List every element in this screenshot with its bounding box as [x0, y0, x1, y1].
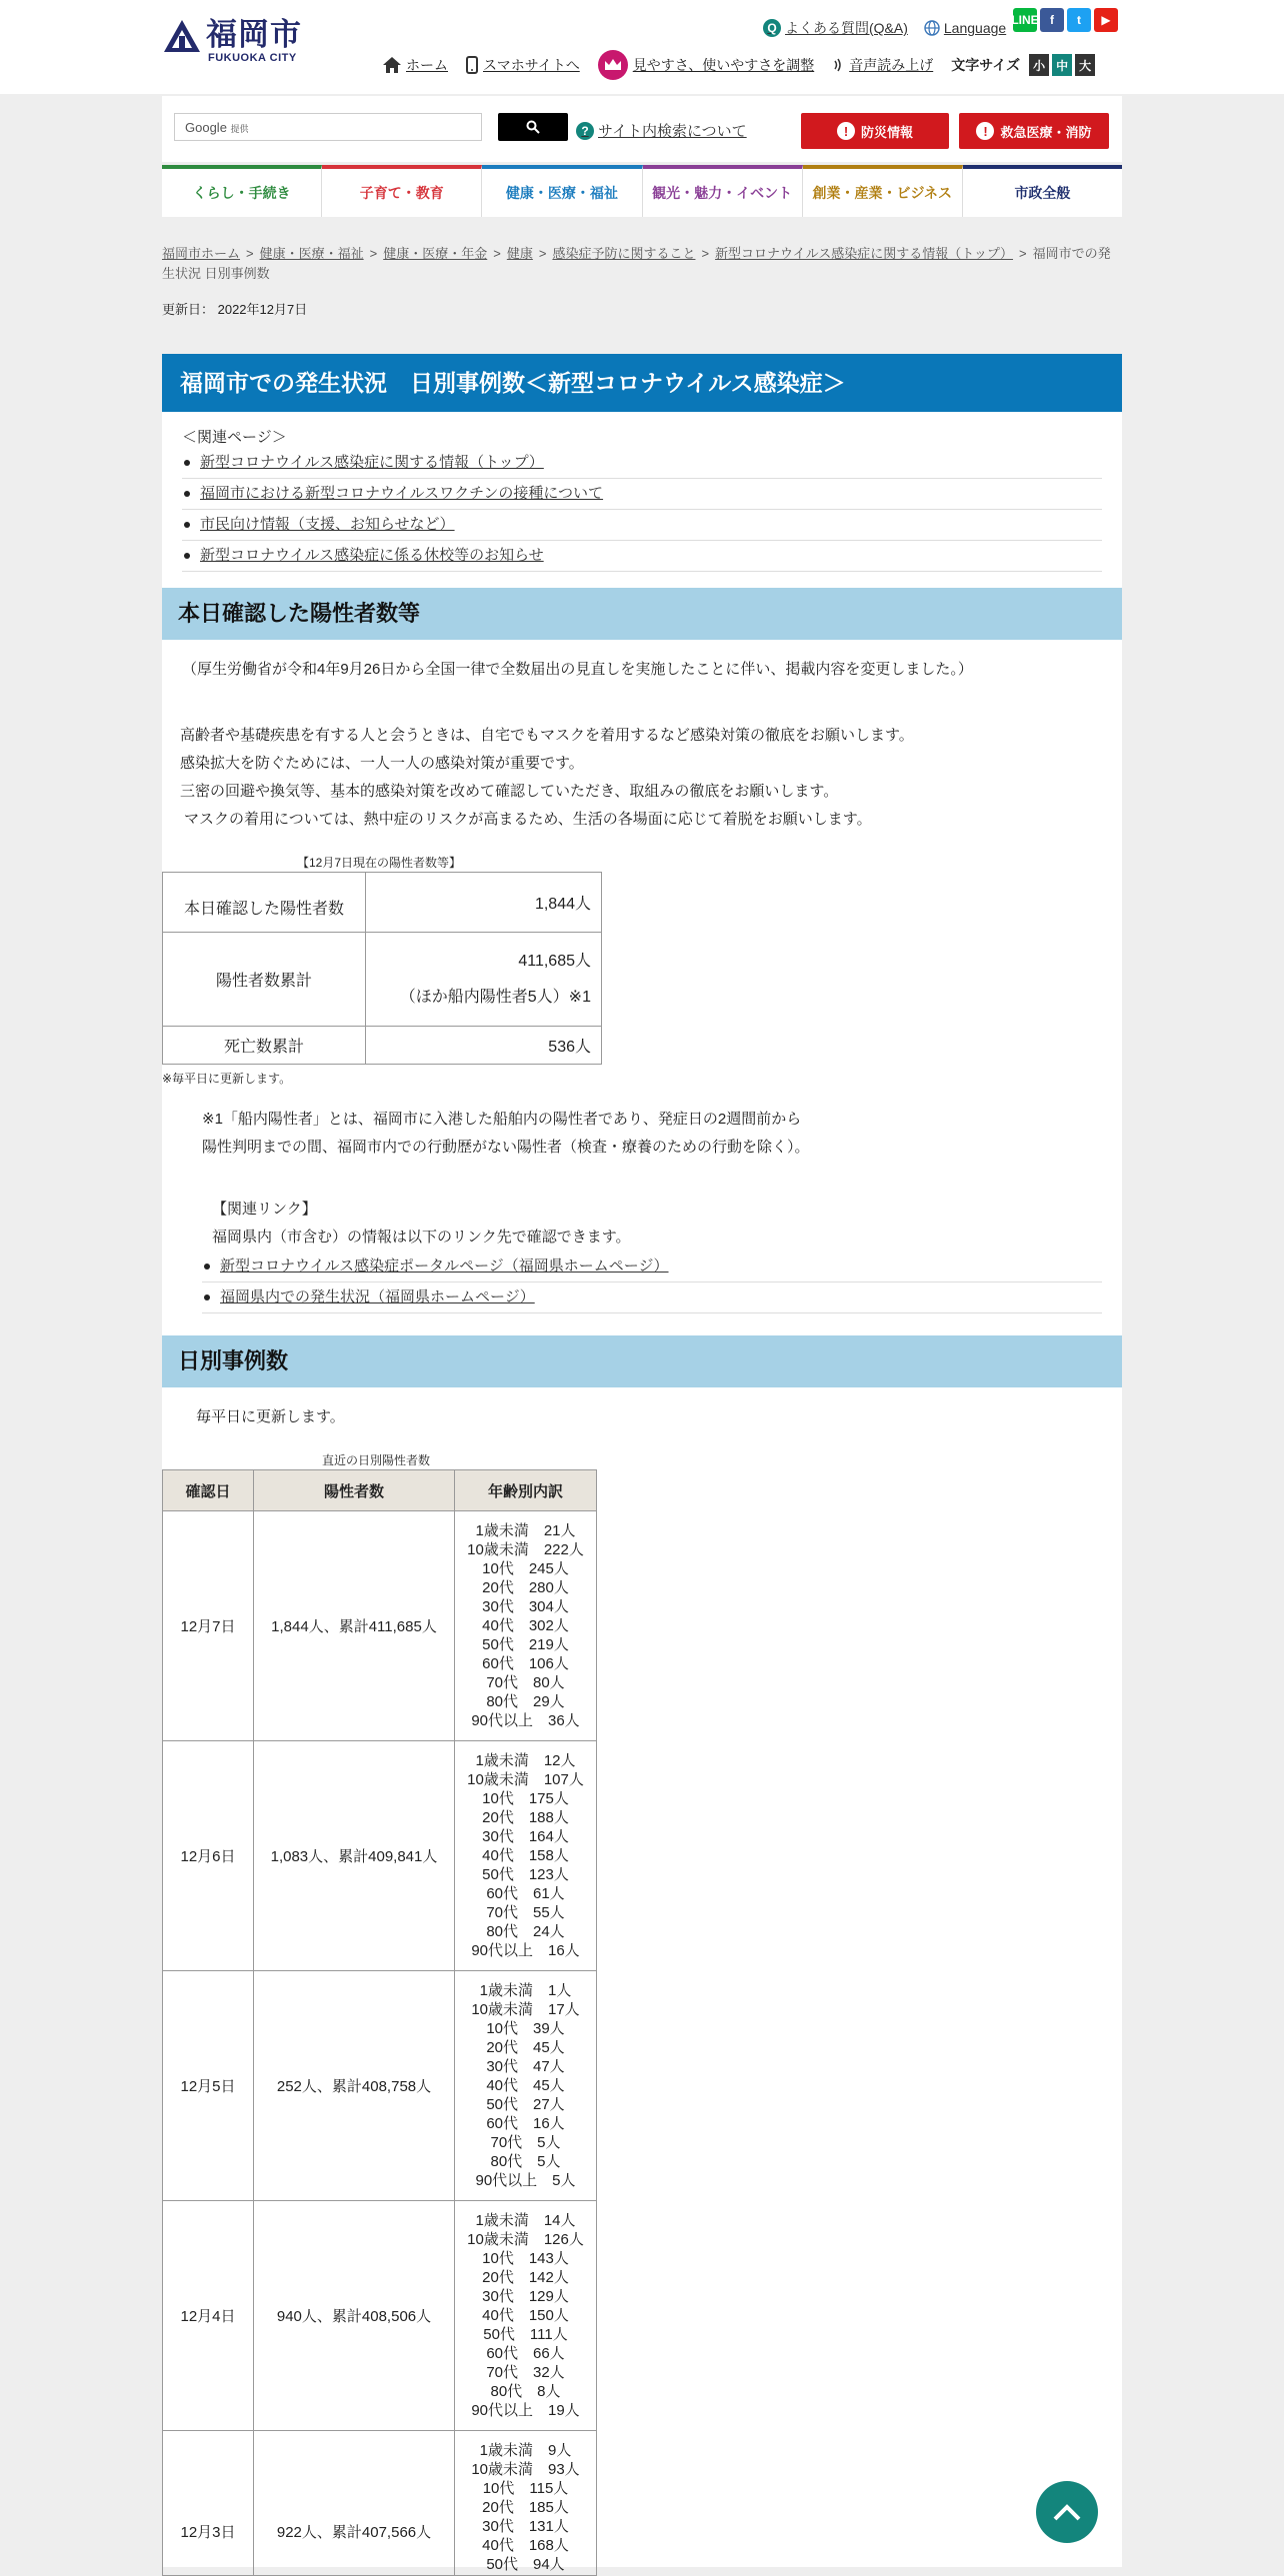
search-button[interactable] — [498, 113, 568, 141]
age-group-count: 40代 168人 — [482, 2537, 569, 2554]
emergency-label: 救急医療・消防 — [1000, 124, 1092, 140]
age-breakdown-cell — [455, 2431, 597, 2576]
chevron-up-icon — [1052, 2503, 1082, 2521]
guidance-paragraph: マスクの着用については、熱中症のリスクが高まるため、生活の各場面に応じて着脱をお願いします。 — [184, 811, 872, 828]
age-group-count: 70代 55人 — [486, 1904, 565, 1921]
page-title: 福岡市での発生状況 日別事例数＜新型コロナウイルス感染症＞ — [162, 354, 1122, 412]
alert-icon: ! — [837, 122, 855, 140]
guidance-paragraph: 感染拡大を防ぐためには、一人一人の感染対策が重要です。 — [180, 755, 584, 772]
table-row — [163, 2431, 597, 2576]
faq-link[interactable] — [763, 18, 908, 38]
nav-living-label: くらし・手続き — [192, 185, 291, 201]
accessibility-link[interactable] — [598, 50, 814, 80]
summary-table-note: ※毎平日に更新します。 — [162, 1072, 292, 1086]
logo-text: 福岡市 — [206, 17, 302, 52]
age-group-count: 50代 219人 — [482, 1636, 569, 1653]
breadcrumb-link[interactable]: 健康・医療・福祉 — [259, 246, 364, 261]
search-area — [162, 96, 1122, 162]
row-value-cell — [366, 933, 602, 1027]
age-group-count: 1歳未満 9人 — [479, 2442, 572, 2459]
main-content — [162, 354, 1122, 2573]
updated-date: 更新日： 2022年12月7日 — [162, 302, 308, 317]
breadcrumb-link[interactable]: 健康・医療・年金 — [383, 246, 488, 261]
related-page-link[interactable]: 福岡市における新型コロナウイルスワクチンの接種について — [200, 485, 604, 502]
site-search-help-label: サイト内検索について — [598, 123, 747, 140]
age-group-count: 40代 302人 — [482, 1617, 569, 1634]
language-link-label: Language — [943, 20, 1007, 36]
search-input[interactable] — [174, 113, 482, 141]
nav-health[interactable] — [482, 165, 642, 217]
table-row — [163, 2201, 597, 2431]
age-group-count: 80代 29人 — [486, 1693, 565, 1710]
count-cell: 252人、累計408,758人 — [254, 1971, 455, 2201]
list-item — [182, 541, 1102, 572]
twitter-icon[interactable]: t — [1067, 8, 1091, 32]
daily-cases-table — [162, 1469, 597, 2576]
table-row — [163, 1511, 597, 1741]
age-group-count: 70代 5人 — [490, 2134, 561, 2151]
youtube-icon[interactable]: ▶ — [1094, 8, 1118, 32]
fukuoka-city-logo[interactable] — [162, 16, 312, 62]
age-group-count: 20代 142人 — [482, 2269, 569, 2286]
search-icon — [526, 120, 540, 134]
date-cell: 12月7日 — [163, 1511, 254, 1741]
related-pages-list — [182, 448, 1102, 572]
row-subvalue: （ほか船内陽性者5人）※1 — [399, 988, 591, 1006]
notice-text: （厚生労働省が令和4年9月26日から全国一律で全数届出の見直しを実施したことに伴い、掲載内容を変更しました。） — [182, 661, 973, 678]
age-group-count: 10代 39人 — [486, 2020, 565, 2037]
related-page-link[interactable]: 新型コロナウイルス感染症に係る休校等のお知らせ — [200, 547, 544, 564]
age-group-count: 60代 66人 — [486, 2345, 565, 2362]
globe-icon — [924, 20, 940, 36]
guidance-paragraph: 高齢者や基礎疾患を有する人と会うときは、自宅でもマスクを着用するなど感染対策の徹底をお願いします。 — [180, 727, 914, 744]
accessibility-link-label: 見やすさ、使いやすさを調整 — [632, 57, 815, 73]
search-input-sub: 提供 — [230, 124, 249, 134]
site-search-help-link[interactable] — [576, 120, 747, 141]
related-links-heading: 【関連リンク】 — [212, 1201, 317, 1218]
count-cell: 940人、累計408,506人 — [254, 2201, 455, 2431]
alert-icon: ! — [976, 122, 994, 140]
age-group-count: 10歳未満 222人 — [467, 1541, 584, 1558]
age-group-count: 30代 304人 — [482, 1598, 569, 1615]
age-group-count: 60代 106人 — [482, 1655, 569, 1672]
count-cell: 1,083人、累計409,841人 — [254, 1741, 455, 1971]
footnote-line: ※1「船内陽性者」とは、福岡市に入港した船舶内の陽性者であり、発症日の2週間前から — [202, 1111, 802, 1128]
home-link-label: ホーム — [406, 57, 448, 73]
disaster-info-button[interactable] — [801, 113, 949, 149]
age-group-count: 20代 45人 — [486, 2039, 565, 2056]
summary-table — [162, 872, 602, 1065]
age-group-count: 20代 185人 — [482, 2499, 569, 2516]
age-group-count: 1歳未満 14人 — [475, 2212, 576, 2229]
age-group-count: 1歳未満 1人 — [479, 1982, 572, 1999]
nav-government[interactable] — [963, 165, 1122, 217]
font-size-large-button[interactable]: 大 — [1075, 54, 1095, 76]
daily-table-caption: 直近の日別陽性者数 — [322, 1453, 431, 1467]
faq-link-label: よくある質問(Q&A) — [785, 20, 908, 36]
related-page-link[interactable]: 新型コロナウイルス感染症に関する情報（トップ） — [200, 454, 544, 471]
search-input-brand: Google — [185, 120, 227, 135]
breadcrumb-link[interactable]: 感染症予防に関すること — [552, 246, 696, 261]
date-cell: 12月4日 — [163, 2201, 254, 2431]
section-heading-today: 本日確認した陽性者数等 — [162, 588, 1122, 640]
date-cell: 12月6日 — [163, 1741, 254, 1971]
nav-business[interactable] — [803, 165, 963, 217]
main-navigation — [162, 165, 1122, 217]
age-group-count: 80代 8人 — [490, 2383, 561, 2400]
nav-tourism-label: 観光・魅力・イベント — [652, 185, 793, 201]
related-links-text: 福岡県内（市含む）の情報は以下のリンク先で確認できます。 — [212, 1229, 631, 1246]
row-label: 本日確認した陽性者数 — [163, 873, 366, 933]
age-group-count: 10代 245人 — [482, 1560, 569, 1577]
column-header: 陽性者数 — [254, 1470, 455, 1511]
list-item — [182, 479, 1102, 510]
table-row — [163, 1027, 602, 1065]
age-group-count: 1歳未満 21人 — [475, 1522, 576, 1539]
age-breakdown-cell — [455, 1971, 597, 2201]
language-link[interactable] — [924, 20, 1006, 36]
age-group-count: 20代 188人 — [482, 1809, 569, 1826]
age-group-count: 90代以上 36人 — [471, 1712, 580, 1729]
top-links — [763, 18, 1006, 38]
age-group-count: 50代 123人 — [482, 1866, 569, 1883]
table-row — [163, 1741, 597, 1971]
disaster-info-label: 防災情報 — [860, 124, 913, 140]
back-to-top-button[interactable] — [1036, 2481, 1098, 2543]
footnote-line: 陽性判明までの間、福岡市内での行動歴がない陽性者（検査・療養のための行動を除く）。 — [202, 1139, 810, 1156]
nav-government-label: 市政全般 — [1014, 185, 1071, 201]
nav-health-label: 健康・医療・福祉 — [505, 185, 618, 201]
age-group-count: 60代 16人 — [486, 2115, 565, 2132]
age-group-count: 10代 143人 — [482, 2250, 569, 2267]
smartphone-icon — [466, 56, 478, 74]
age-group-count: 50代 111人 — [483, 2326, 568, 2343]
age-group-count: 30代 47人 — [486, 2058, 565, 2075]
prefecture-link[interactable]: 新型コロナウイルス感染症ポータルページ（福岡県ホームページ） — [220, 1258, 669, 1275]
prefecture-link[interactable]: 福岡県内での発生状況（福岡県ホームページ） — [220, 1288, 535, 1305]
breadcrumb-link[interactable]: 新型コロナウイルス感染症に関する情報（トップ） — [715, 246, 1014, 261]
section-heading-daily: 日別事例数 — [162, 1335, 1122, 1387]
row-label: 死亡数累計 — [163, 1027, 366, 1065]
font-size-small-button[interactable]: 小 — [1029, 54, 1049, 76]
age-group-count: 80代 24人 — [486, 1923, 565, 1940]
daily-note: 毎平日に更新します。 — [196, 1408, 345, 1425]
smartphone-link-label: スマホサイトへ — [483, 57, 580, 73]
breadcrumb: 福岡市ホーム > 健康・医療・福祉 > 健康・医療・年金 > 健康 > 感染症予防に関すること > 新型コロナウイルス感染症に関する情報（トップ） > 福岡市での発生状況 日別事例数 — [162, 246, 1111, 281]
read-aloud-link[interactable] — [832, 55, 933, 75]
logo-subtext: FUKUOKA CITY — [208, 52, 297, 64]
age-group-count: 40代 150人 — [482, 2307, 569, 2324]
age-group-count: 10歳未満 93人 — [471, 2461, 580, 2478]
smartphone-link[interactable] — [466, 55, 580, 75]
age-group-count: 40代 158人 — [482, 1847, 569, 1864]
nav-business-label: 創業・産業・ビジネス — [812, 185, 953, 201]
age-breakdown-cell — [455, 1511, 597, 1741]
age-group-count: 10歳未満 126人 — [467, 2231, 584, 2248]
age-group-count: 50代 27人 — [486, 2096, 565, 2113]
row-value: 1,844人 — [366, 873, 602, 933]
utility-nav — [383, 50, 1095, 80]
related-page-link[interactable]: 市民向け情報（支援、お知らせなど） — [200, 516, 455, 533]
count-cell: 1,844人、累計411,685人 — [254, 1511, 455, 1741]
list-item — [202, 1252, 1102, 1283]
home-link[interactable] — [383, 55, 448, 75]
age-group-count: 70代 32人 — [486, 2364, 565, 2381]
age-group-count: 60代 61人 — [486, 1885, 565, 1902]
line-icon[interactable]: LINE — [1013, 8, 1037, 32]
content-bottom — [162, 2563, 1122, 2567]
table-row — [163, 933, 602, 1027]
age-group-count: 1歳未満 12人 — [475, 1752, 576, 1769]
list-item — [202, 1283, 1102, 1313]
age-group-count: 10歳未満 107人 — [467, 1771, 584, 1788]
age-group-count: 50代 94人 — [486, 2556, 565, 2573]
breadcrumb-current: 福岡市での発生状況 日別事例数 — [162, 246, 1111, 281]
summary-table-caption: 【12月7日現在の陽性者数等】 — [297, 856, 462, 870]
nav-tourism[interactable] — [643, 165, 803, 217]
help-icon: ? — [576, 122, 594, 140]
age-group-count: 10代 115人 — [482, 2480, 569, 2497]
column-header: 年齢別内訳 — [455, 1470, 597, 1511]
list-item — [182, 448, 1102, 479]
date-cell: 12月5日 — [163, 1971, 254, 2201]
age-group-count: 40代 45人 — [486, 2077, 565, 2094]
row-label: 陽性者数累計 — [163, 933, 366, 1027]
age-group-count: 80代 5人 — [490, 2153, 561, 2170]
age-group-count: 90代以上 5人 — [475, 2172, 576, 2189]
sns-links — [1013, 8, 1118, 32]
related-pages-heading: ＜関連ページ＞ — [182, 429, 287, 446]
age-group-count: 30代 129人 — [482, 2288, 569, 2305]
related-links-list — [202, 1252, 1102, 1313]
count-cell: 922人、累計407,566人 — [254, 2431, 455, 2576]
age-breakdown-cell — [455, 1741, 597, 1971]
row-value: 536人 — [366, 1027, 602, 1065]
sound-wave-icon — [832, 57, 844, 73]
age-group-count: 10代 175人 — [482, 1790, 569, 1807]
age-breakdown-cell — [455, 2201, 597, 2431]
age-group-count: 70代 80人 — [486, 1674, 565, 1691]
font-size-switcher — [951, 54, 1095, 76]
home-icon — [383, 57, 401, 73]
age-group-count: 30代 131人 — [482, 2518, 569, 2535]
facebook-icon[interactable]: f — [1040, 8, 1064, 32]
breadcrumb-link[interactable]: 健康 — [506, 246, 533, 261]
question-icon: Q — [763, 19, 781, 37]
age-group-count: 30代 164人 — [482, 1828, 569, 1845]
row-value: 411,685人 — [518, 952, 591, 970]
age-group-count: 20代 280人 — [482, 1579, 569, 1596]
font-size-medium-button[interactable]: 中 — [1052, 54, 1072, 76]
table-header-row — [163, 1470, 597, 1511]
emergency-button[interactable] — [959, 113, 1109, 149]
font-size-label: 文字サイズ — [951, 57, 1021, 73]
nav-childcare-label: 子育て・教育 — [359, 185, 444, 201]
age-group-count: 90代以上 16人 — [471, 1942, 580, 1959]
list-item — [182, 510, 1102, 541]
guidance-paragraph: 三密の回避や換気等、基本的感染対策を改めて確認していただき、取組みの徹底をお願いします。 — [180, 783, 839, 800]
age-group-count: 90代以上 19人 — [471, 2402, 580, 2419]
date-cell: 12月3日 — [163, 2431, 254, 2576]
daily-table-body — [163, 1511, 597, 2576]
table-row — [163, 873, 602, 933]
age-group-count: 10歳未満 17人 — [471, 2001, 580, 2018]
breadcrumb-link[interactable]: 福岡市ホーム — [162, 246, 241, 261]
nav-living[interactable] — [162, 165, 322, 217]
table-row — [163, 1971, 597, 2201]
city-emblem-icon — [162, 18, 202, 56]
crown-icon — [598, 50, 628, 80]
column-header: 確認日 — [163, 1470, 254, 1511]
nav-childcare[interactable] — [322, 165, 482, 217]
site-header — [0, 0, 1284, 94]
read-aloud-link-label: 音声読み上げ — [849, 57, 934, 73]
